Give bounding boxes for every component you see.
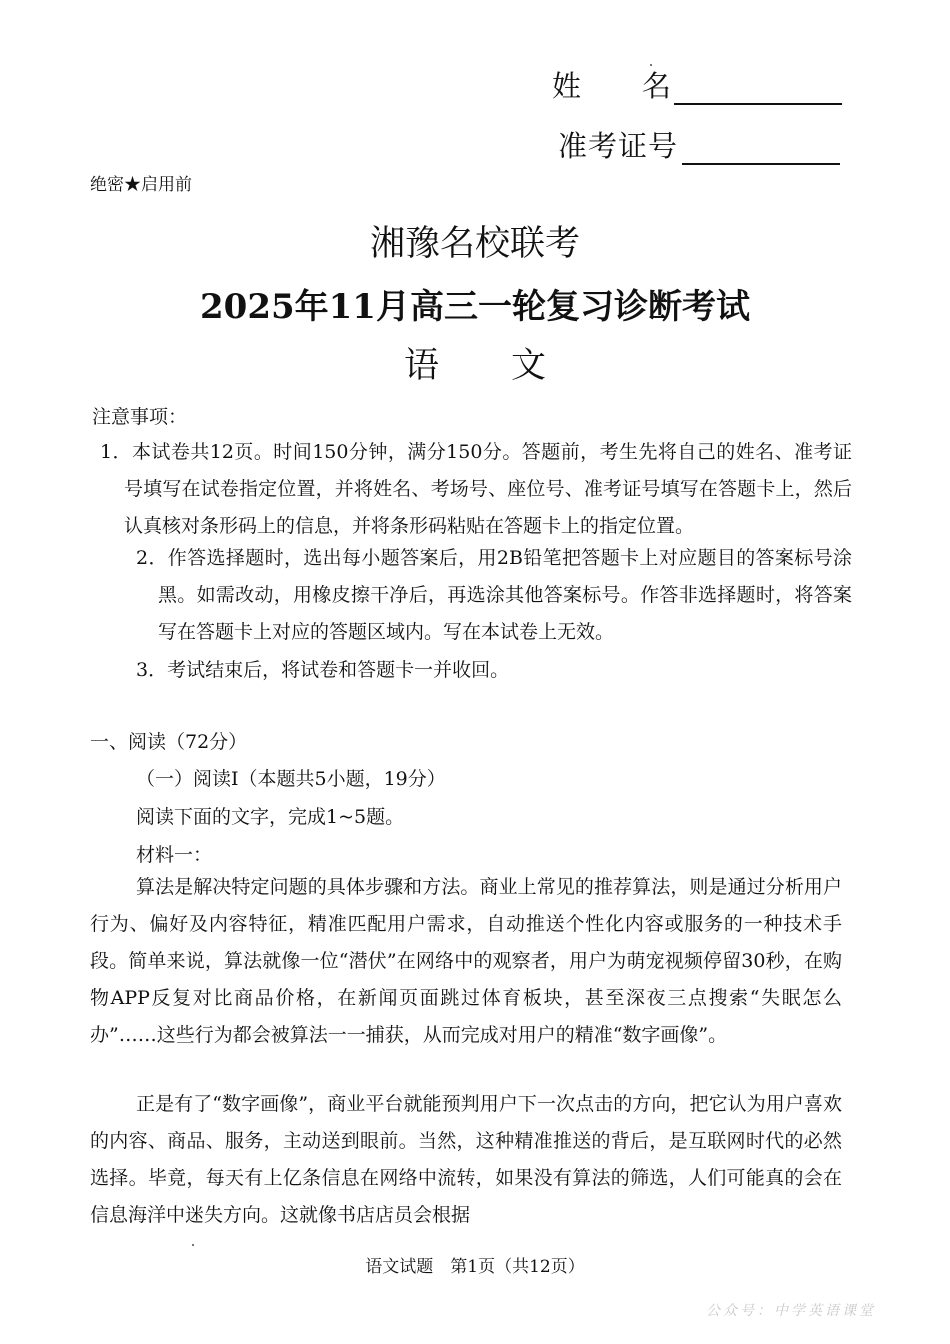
exam-id-blank: [682, 133, 840, 165]
notice-heading: 注意事项：: [92, 406, 188, 428]
notice-item-1-text: 1．本试卷共12页。时间150分钟，满分150分。答题前，考生先将自己的姓名、准考证号填写在试卷指定位置，并将姓名、考场号、座位号、准考证号填写在答题卡上，然后认真核对条形码上的信息，并将条形码粘贴在答题卡上的指定位置。: [100, 441, 852, 537]
reading-instruction: 阅读下面的文字，完成1~5题。: [136, 806, 405, 828]
section-heading: 一、阅读（72分）: [90, 731, 248, 753]
scan-dot: [192, 1244, 194, 1246]
exam-id-label: 准考证号: [558, 129, 679, 163]
notice-item-3: 3．考试结束后，将试卷和答题卡一并收回。: [136, 659, 510, 681]
scan-dot: [650, 64, 652, 66]
name-label: 姓 名: [552, 69, 673, 103]
material-label: 材料一：: [136, 844, 213, 866]
notice-item-2: [136, 540, 852, 651]
notice-item-2-text: 2．作答选择题时，选出每小题答案后，用2B铅笔把答题卡上对应题目的答案标号涂黑。如需改动，用橡皮擦干净后，再选涂其他答案标号。作答非选择题时，将答案写在答题卡上对应的答题区域内。写在本试卷上无效。: [136, 547, 852, 643]
confidential-mark: 绝密★启用前: [90, 175, 192, 195]
watermark: 公众号：中学英语课堂: [706, 1303, 876, 1319]
material-paragraph-1: 算法是解决特定问题的具体步骤和方法。商业上常见的推荐算法，则是通过分析用户行为、偏好及内容特征，精准匹配用户需求，自动推送个性化内容或服务的一种技术手段。简单来说，算法就像一位“潜伏”在网络中的观察者，用户为萌宠视频停留30秒，在购物APP反复对比商品价格，在新闻页面跳过体育板块，甚至深夜三点搜索“失眠怎么办”……这些行为都会被算法一一捕获，从而完成对用户的精准“数字画像”。: [90, 876, 842, 1046]
exam-title: 湘豫名校联考: [369, 224, 580, 264]
name-field: [552, 64, 842, 105]
subject-title: 语文: [403, 346, 618, 386]
notice-item-1: [100, 434, 852, 545]
exam-id-field: [558, 124, 840, 165]
section-sub-heading: （一）阅读Ⅰ（本题共5小题，19分）: [136, 768, 446, 790]
material-paragraph-2: 正是有了“数字画像”，商业平台就能预判用户下一次点击的方向，把它认为用户喜欢的内容、商品、服务，主动送到眼前。当然，这种精准推送的背后，是互联网时代的必然选择。毕竟，每天有上亿条信息在网络中流转，如果没有算法的筛选，人们可能真的会在信息海洋中迷失方向。这就像书店店员会根据: [90, 1093, 842, 1226]
exam-subtitle: 2025年11月高三一轮复习诊断考试: [200, 287, 750, 327]
page-footer: 语文试题 第1页（共12页）: [365, 1257, 585, 1277]
name-blank: [674, 73, 842, 105]
